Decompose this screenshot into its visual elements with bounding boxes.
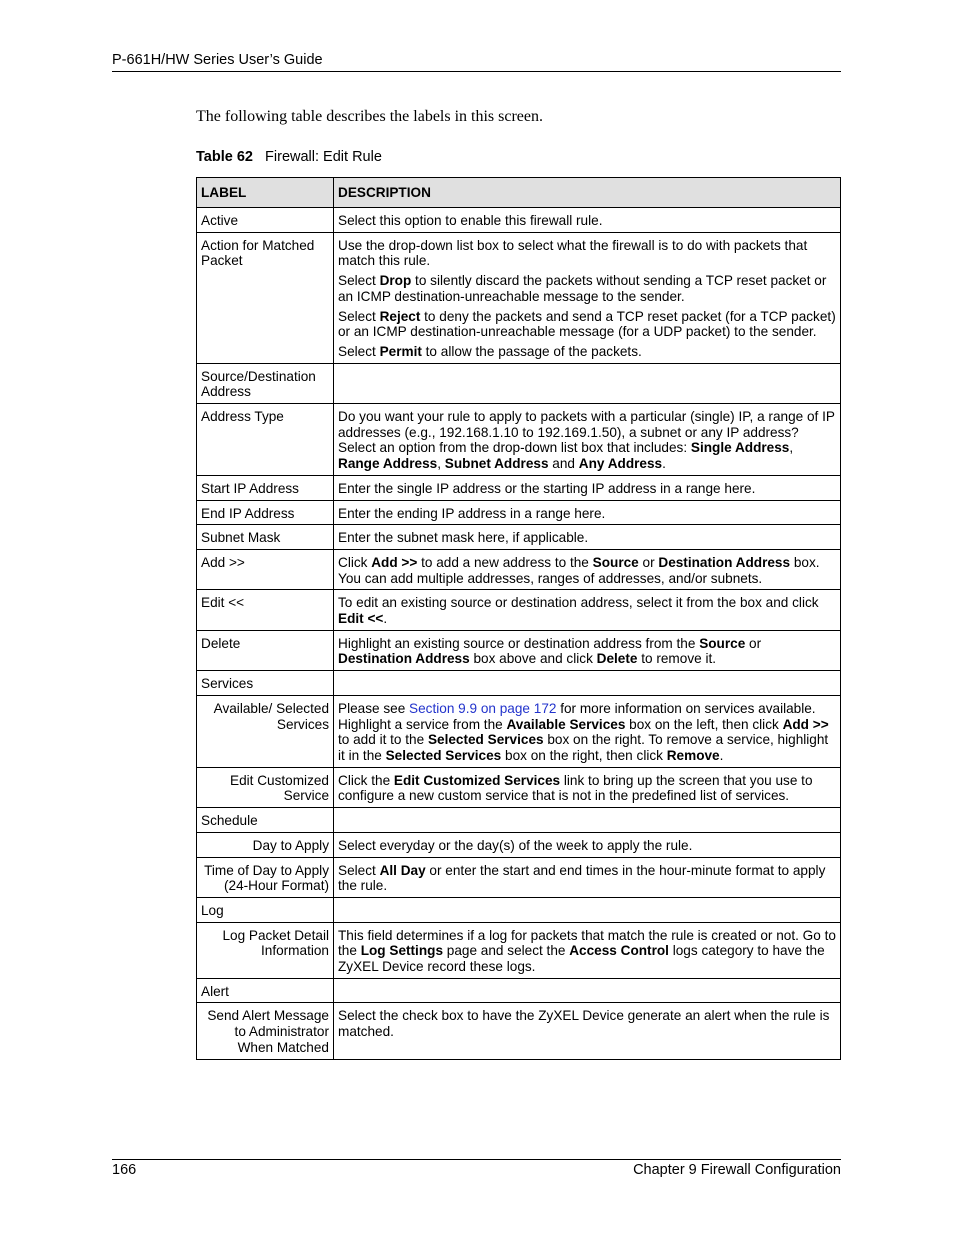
description-text: Use the drop-down list box to select what the firewall is to do with packets that match this rule. bbox=[338, 237, 808, 269]
header-divider bbox=[112, 71, 841, 72]
description-paragraph bbox=[338, 238, 836, 269]
description-text: Do you want your rule to apply to packets with a particular (single) IP, a range of IP addresses (e.g., 192.168.1.10 to 192.169.1.50), a subnet or any IP address? Select an option from the drop-down list box that includes: bbox=[338, 409, 835, 456]
table-caption bbox=[196, 149, 382, 165]
row-description bbox=[334, 475, 841, 500]
bold-term: Edit << bbox=[338, 611, 384, 627]
table-row bbox=[197, 525, 841, 550]
bold-term: Drop bbox=[379, 273, 412, 289]
row-description bbox=[334, 208, 841, 233]
description-text: Select bbox=[338, 273, 380, 289]
description-text: Enter the ending IP address in a range here. bbox=[338, 505, 606, 521]
running-header-title: P-661H/HW Series User’s Guide bbox=[112, 52, 323, 68]
description-text: Select everyday or the day(s) of the week to apply the rule. bbox=[338, 837, 693, 853]
description-paragraph bbox=[338, 555, 836, 586]
description-paragraph bbox=[338, 481, 836, 497]
description-paragraph bbox=[338, 213, 836, 229]
row-description bbox=[334, 695, 841, 767]
table-number: Table 62 bbox=[196, 149, 253, 165]
table-row bbox=[197, 363, 841, 403]
description-text: To edit an existing source or destination address, select it from the box and click bbox=[338, 595, 819, 611]
bold-term: Destination Address bbox=[338, 651, 470, 667]
table-row bbox=[197, 208, 841, 233]
table-row bbox=[197, 549, 841, 589]
table-row bbox=[197, 832, 841, 857]
description-paragraph bbox=[338, 409, 836, 472]
cross-reference-link[interactable]: Section 9.9 on page 172 bbox=[409, 700, 557, 716]
row-description bbox=[334, 897, 841, 922]
description-text: box on the right. To remove a service, highlight it in the bbox=[338, 732, 829, 763]
table-row bbox=[197, 404, 841, 476]
bold-term: Add >> bbox=[782, 716, 829, 732]
description-text: page and select the bbox=[443, 943, 570, 959]
description-text: or enter the start and end times in the hour-minute format to apply the rule. bbox=[338, 862, 826, 894]
row-description bbox=[334, 525, 841, 550]
bold-term: Selected Services bbox=[427, 732, 544, 748]
table-body bbox=[197, 208, 841, 1060]
row-description bbox=[334, 857, 841, 897]
row-label: Services bbox=[197, 671, 334, 696]
row-label: Start IP Address bbox=[197, 475, 334, 500]
row-label: Edit Customized Service bbox=[197, 767, 334, 807]
description-text: Select the check box to have the ZyXEL Device generate an alert when the rule is matched. bbox=[338, 1008, 830, 1040]
row-description bbox=[334, 1003, 841, 1059]
description-paragraph bbox=[338, 636, 836, 667]
table-row bbox=[197, 897, 841, 922]
chapter-title: Chapter 9 Firewall Configuration bbox=[633, 1162, 841, 1178]
row-description bbox=[334, 767, 841, 807]
table-row bbox=[197, 590, 841, 630]
description-text: Enter the subnet mask here, if applicable. bbox=[338, 530, 589, 546]
description-paragraph bbox=[338, 701, 836, 764]
bold-term: Destination Address bbox=[658, 554, 791, 570]
description-paragraph bbox=[338, 595, 836, 626]
table-header-row bbox=[197, 178, 841, 208]
row-description bbox=[334, 232, 841, 363]
bold-term: Source bbox=[699, 635, 746, 651]
bold-term: Available Services bbox=[506, 716, 626, 732]
row-label: Available/ Selected Services bbox=[197, 695, 334, 767]
table-row bbox=[197, 857, 841, 897]
column-header-label: LABEL bbox=[197, 178, 334, 208]
row-description bbox=[334, 922, 841, 978]
description-text: or bbox=[638, 554, 659, 570]
row-description bbox=[334, 363, 841, 403]
row-label: Log Packet Detail Information bbox=[197, 922, 334, 978]
bold-term: Edit Customized Services bbox=[393, 772, 561, 788]
table-row bbox=[197, 475, 841, 500]
table-row bbox=[197, 500, 841, 525]
description-text: , bbox=[437, 456, 445, 472]
description-text: box on the right, then click bbox=[501, 747, 667, 763]
bold-term: Source bbox=[592, 554, 639, 570]
bold-term: Access Control bbox=[569, 943, 669, 959]
description-text: box on the left, then click bbox=[625, 716, 783, 732]
bold-term: Permit bbox=[379, 343, 422, 359]
bold-term: All Day bbox=[379, 862, 426, 878]
description-text: Enter the single IP address or the starting IP address in a range here. bbox=[338, 480, 756, 496]
description-text: Select bbox=[338, 343, 380, 359]
column-header-description: DESCRIPTION bbox=[334, 178, 841, 208]
description-text: . bbox=[662, 456, 666, 472]
description-text: This field determines if a log for packets that match the rule is created or not. Go to the bbox=[338, 927, 836, 959]
row-label: Schedule bbox=[197, 808, 334, 833]
table-row bbox=[197, 767, 841, 807]
bold-term: Reject bbox=[379, 308, 421, 324]
bold-term: Delete bbox=[596, 651, 638, 667]
row-label: Add >> bbox=[197, 549, 334, 589]
row-description bbox=[334, 808, 841, 833]
row-label: Time of Day to Apply (24-Hour Format) bbox=[197, 857, 334, 897]
description-text: to remove it. bbox=[637, 651, 717, 667]
row-label: Delete bbox=[197, 630, 334, 670]
description-text: box. You can add multiple addresses, ranges of addresses, and/or subnets. bbox=[338, 554, 820, 586]
row-label: Log bbox=[197, 897, 334, 922]
description-text: Select this option to enable this firewall rule. bbox=[338, 213, 603, 228]
row-description bbox=[334, 500, 841, 525]
description-text: to silently discard the packets without sending a TCP reset packet or an ICMP destination-unreachable message to the sender. bbox=[338, 273, 827, 304]
row-label: Subnet Mask bbox=[197, 525, 334, 550]
table-row bbox=[197, 978, 841, 1003]
description-text: to deny the packets and send a TCP reset packet (for a TCP packet) or an ICMP destination-unreachable message (for a UDP packet) to the sender. bbox=[338, 308, 836, 340]
row-label: Send Alert Message to Administrator When Matched bbox=[197, 1003, 334, 1059]
table-row bbox=[197, 232, 841, 363]
bold-term: Any Address bbox=[578, 456, 663, 472]
table-row bbox=[197, 808, 841, 833]
description-text: and bbox=[548, 456, 579, 472]
row-description bbox=[334, 590, 841, 630]
footer-divider bbox=[112, 1159, 841, 1160]
description-text: , bbox=[789, 440, 794, 456]
row-label: Address Type bbox=[197, 404, 334, 476]
row-description bbox=[334, 832, 841, 857]
row-description bbox=[334, 978, 841, 1003]
row-label: Action for Matched Packet bbox=[197, 232, 334, 363]
description-paragraph bbox=[338, 273, 836, 304]
row-description bbox=[334, 549, 841, 589]
table-row bbox=[197, 1003, 841, 1059]
description-paragraph bbox=[338, 838, 836, 854]
table-row bbox=[197, 671, 841, 696]
description-text: Please see bbox=[338, 700, 410, 716]
row-label: Source/Destination Address bbox=[197, 363, 334, 403]
description-text: link to bring up the screen that you use to configure a new custom service that is not in the predefined list of services. bbox=[338, 772, 813, 804]
description-paragraph bbox=[338, 773, 836, 804]
description-paragraph bbox=[338, 928, 836, 975]
row-label: Edit << bbox=[197, 590, 334, 630]
description-text: to allow the passage of the packets. bbox=[421, 343, 642, 359]
row-label: Day to Apply bbox=[197, 832, 334, 857]
description-text: or bbox=[745, 635, 762, 651]
table-row bbox=[197, 922, 841, 978]
intro-text: The following table describes the labels in this screen. bbox=[196, 108, 544, 125]
description-text: . bbox=[383, 611, 388, 627]
description-paragraph bbox=[338, 506, 836, 522]
description-paragraph bbox=[338, 1008, 836, 1039]
description-text: to add it to the bbox=[338, 732, 428, 748]
bold-term: Subnet Address bbox=[444, 456, 549, 472]
description-paragraph bbox=[338, 309, 836, 340]
description-text: Select bbox=[338, 862, 380, 878]
description-paragraph bbox=[338, 530, 836, 546]
bold-term: Single Address bbox=[690, 440, 790, 456]
row-description bbox=[334, 404, 841, 476]
row-label: Active bbox=[197, 208, 334, 233]
description-text: for more information on services available. Highlight a service from the bbox=[338, 700, 816, 732]
table-row bbox=[197, 630, 841, 670]
row-label: Alert bbox=[197, 978, 334, 1003]
bold-term: Log Settings bbox=[360, 943, 444, 959]
firewall-edit-rule-table bbox=[196, 177, 841, 1060]
bold-term: Range Address bbox=[338, 456, 438, 472]
bold-term: Selected Services bbox=[385, 747, 502, 763]
description-text: logs category to have the ZyXEL Device record these logs. bbox=[338, 943, 825, 975]
bold-term: Add >> bbox=[371, 554, 418, 570]
description-text: . bbox=[719, 747, 724, 763]
table-row bbox=[197, 695, 841, 767]
description-paragraph bbox=[338, 344, 836, 360]
description-text: box above and click bbox=[469, 651, 597, 667]
page-number: 166 bbox=[112, 1162, 137, 1178]
row-description bbox=[334, 630, 841, 670]
description-text: Click bbox=[338, 554, 372, 570]
row-description bbox=[334, 671, 841, 696]
description-text: to add a new address to the bbox=[417, 554, 593, 570]
description-text: Highlight an existing source or destination address from the bbox=[338, 635, 700, 651]
description-paragraph bbox=[338, 863, 836, 894]
description-text: Click the bbox=[338, 772, 394, 788]
bold-term: Remove bbox=[666, 747, 720, 763]
row-label: End IP Address bbox=[197, 500, 334, 525]
table-title: Firewall: Edit Rule bbox=[265, 149, 382, 165]
description-text: Select bbox=[338, 308, 380, 324]
